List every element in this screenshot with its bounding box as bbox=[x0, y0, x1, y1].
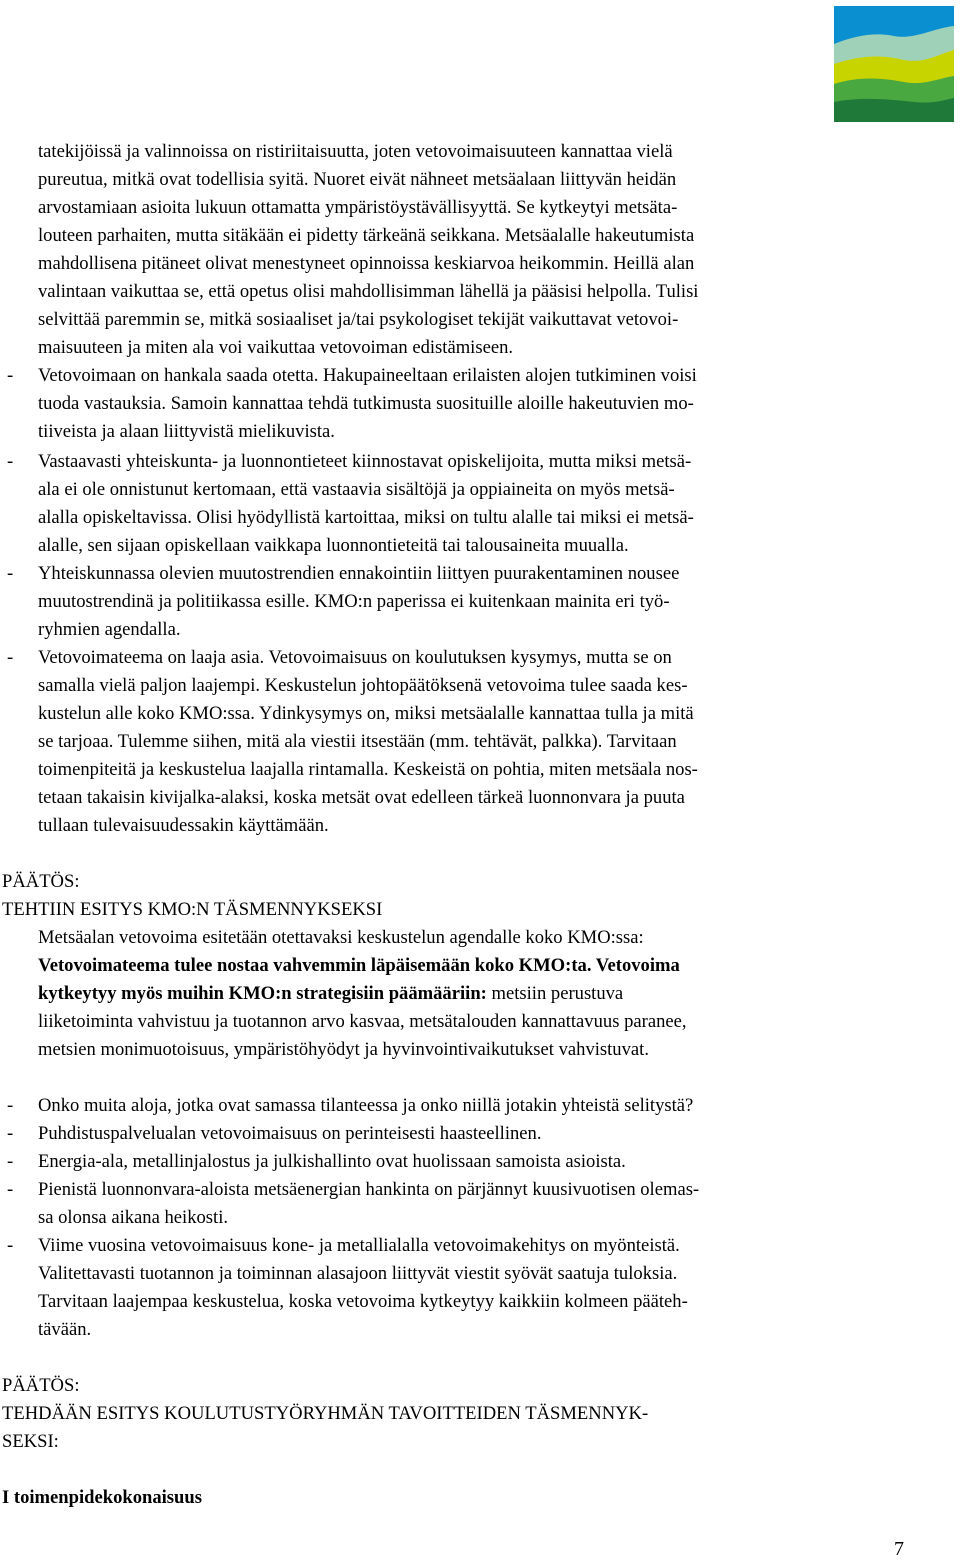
bullet-line: tetaan takaisin kivijalka-alaksi, koska metsät ovat edelleen tärkeä luonnonvara ja puuta bbox=[38, 787, 685, 808]
decision-text: liiketoiminta vahvistuu ja tuotannon arvo kasvaa, metsätalouden kannattavuus paranee, bbox=[38, 1011, 687, 1032]
bullet-line: Puhdistuspalvelualan vetovoimaisuus on perinteisesti haasteellinen. bbox=[38, 1123, 542, 1144]
bullet-line: Pienistä luonnonvara-aloista metsäenergian hankinta on pärjännyt kuusivuotisen olemas- bbox=[38, 1179, 700, 1200]
intro-line: louteen parhaiten, mutta sitäkään ei pidetty tärkeänä seikkana. Metsäalalle hakeutumista bbox=[38, 225, 695, 246]
bullet-dash: - bbox=[7, 365, 14, 386]
bullet-line: Energia-ala, metallinjalostus ja julkishallinto ovat huolissaan samoista asioista. bbox=[38, 1151, 626, 1172]
decision-label: PÄÄTÖS: bbox=[2, 871, 80, 892]
intro-line: tatekijöissä ja valinnoissa on ristiriitaisuutta, joten vetovoimaisuuteen kannattaa vielä bbox=[38, 141, 673, 162]
bullet-dash: - bbox=[7, 563, 14, 584]
bullet-line: tuoda vastauksia. Samoin kannattaa tehdä tutkimusta suosituille aloille hakeutuvien mo- bbox=[38, 393, 694, 414]
intro-line: arvostamiaan asioita lukuun ottamatta ympäristöystävällisyyttä. Se kytkeytyi metsäta- bbox=[38, 197, 678, 218]
bullet-dash: - bbox=[7, 1235, 14, 1256]
bullet-line: ala ei ole onnistunut kertomaan, että vastaavia sisältöjä ja oppiaineita on myös metsä- bbox=[38, 479, 675, 500]
bullet-dash: - bbox=[7, 1151, 14, 1172]
decision-text-bold: kytkeytyy myös muihin KMO:n strategisiin päämääriin: bbox=[38, 983, 487, 1004]
forest-hills-logo bbox=[834, 6, 954, 122]
bullet-dash: - bbox=[7, 1179, 14, 1200]
bullet-line: tullaan tulevaisuudessakin käyttämään. bbox=[38, 815, 329, 836]
decision-text-mixed bbox=[38, 983, 623, 1005]
bullet-line: muutostrendinä ja politiikassa esille. KMO:n paperissa ei kuitenkaan mainita eri työ- bbox=[38, 591, 670, 612]
bullet-line: Vetovoimaan on hankala saada otetta. Hakupaineeltaan erilaisten alojen tutkiminen voisi bbox=[38, 365, 697, 386]
bullet-line: Viime vuosina vetovoimaisuus kone- ja metallialalla vetovoimakehitys on myönteistä. bbox=[38, 1235, 680, 1256]
decision-text: metsiin perustuva bbox=[486, 983, 624, 1004]
bullet-line: Valitettavasti tuotannon ja toiminnan alasajoon liittyvät viestit syövät saatuja tuloksia. bbox=[38, 1263, 678, 1284]
bullet-line: alalle, sen sijaan opiskellaan vaikkapa luonnontieteitä tai talousaineita muualla. bbox=[38, 535, 629, 556]
intro-line: selvittää paremmin se, mitkä sosiaaliset ja/tai psykologiset tekijät vaikuttavat vetovoi- bbox=[38, 309, 679, 330]
intro-line: pureutua, mitkä ovat todellisia syitä. Nuoret eivät nähneet metsäalaan liittyvän heidän bbox=[38, 169, 677, 190]
intro-line: mahdollisena pitäneet olivat menestyneet opinnoissa keskiarvoa heikommin. Heillä alan bbox=[38, 253, 695, 274]
bullet-line: Yhteiskunnassa olevien muutostrendien ennakointiin liittyen puurakentaminen nousee bbox=[38, 563, 680, 584]
bullet-line: toimenpiteitä ja keskustelua laajalla rintamalla. Keskeistä on pohtia, miten metsäala nos- bbox=[38, 759, 698, 780]
bullet-line: se tarjoaa. Tulemme siihen, mitä ala viestii itsestään (mm. tehtävät, palkka). Tarvitaan bbox=[38, 731, 677, 752]
decision-text-bold: Vetovoimateema tulee nostaa vahvemmin läpäisemään koko KMO:ta. Vetovoima bbox=[38, 955, 680, 976]
intro-line: valintaan vaikuttaa se, että opetus olisi mahdollisimman lähellä ja pääsisi helpolla. Tulisi bbox=[38, 281, 699, 302]
bullet-line: tävään. bbox=[38, 1319, 92, 1340]
intro-line: maisuuteen ja miten ala voi vaikuttaa vetovoiman edistämiseen. bbox=[38, 337, 514, 358]
bullet-line: kustelun alle koko KMO:ssa. Ydinkysymys on, miksi metsäalalle kannattaa tulla ja mitä bbox=[38, 703, 694, 724]
bullet-line: Vastaavasti yhteiskunta- ja luonnontieteet kiinnostavat opiskelijoita, mutta miksi metsä- bbox=[38, 451, 692, 472]
bullet-dash: - bbox=[7, 1095, 14, 1116]
bullet-line: ryhmien agendalla. bbox=[38, 619, 181, 640]
bullet-line: alalla opiskeltavissa. Olisi hyödyllistä kartoittaa, miksi on tultu alalle tai miksi ei metsä- bbox=[38, 507, 694, 528]
bullet-dash: - bbox=[7, 647, 14, 668]
decision-text: Metsäalan vetovoima esitetään otettavaksi keskustelun agendalle koko KMO:ssa: bbox=[38, 927, 644, 948]
page-number: 7 bbox=[894, 1538, 904, 1560]
decision-heading: SEKSI: bbox=[2, 1431, 59, 1452]
decision-text: metsien monimuotoisuus, ympäristöhyödyt ja hyvinvointivaikutukset vahvistuvat. bbox=[38, 1039, 649, 1060]
bullet-line: Vetovoimateema on laaja asia. Vetovoimaisuus on koulutuksen kysymys, mutta se on bbox=[38, 647, 672, 668]
bullet-line: Onko muita aloja, jotka ovat samassa tilanteessa ja onko niillä jotakin yhteistä selitystä? bbox=[38, 1095, 694, 1116]
bullet-line: tiiveista ja alaan liittyvistä mielikuvista. bbox=[38, 421, 335, 442]
bullet-dash: - bbox=[7, 451, 14, 472]
decision-label: PÄÄTÖS: bbox=[2, 1375, 80, 1396]
decision-heading: TEHTIIN ESITYS KMO:N TÄSMENNYKSEKSI bbox=[2, 899, 383, 920]
bullet-line: samalla vielä paljon laajempi. Keskustelun johtopäätöksenä vetovoima tulee saada kes- bbox=[38, 675, 688, 696]
section-title: I toimenpidekokonaisuus bbox=[2, 1487, 202, 1508]
decision-heading: TEHDÄÄN ESITYS KOULUTUSTYÖRYHMÄN TAVOITTEIDEN TÄSMENNYK- bbox=[2, 1403, 649, 1424]
bullet-dash: - bbox=[7, 1123, 14, 1144]
bullet-line: Tarvitaan laajempaa keskustelua, koska vetovoima kytkeytyy kaikkiin kolmeen pääteh- bbox=[38, 1291, 688, 1312]
bullet-line: sa olonsa aikana heikosti. bbox=[38, 1207, 229, 1228]
